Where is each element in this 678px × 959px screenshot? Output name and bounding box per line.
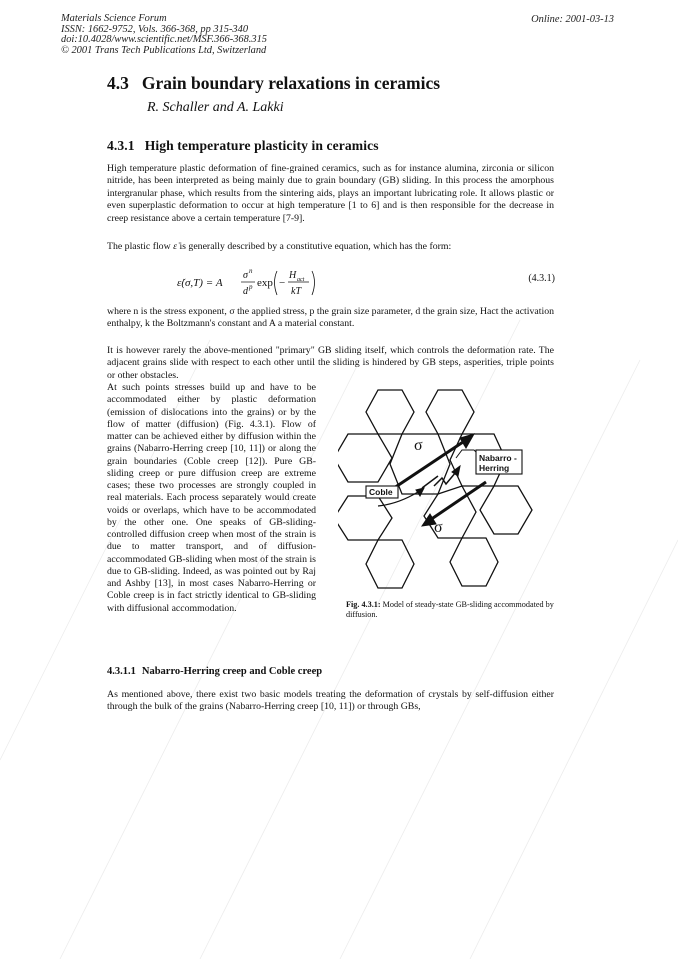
paragraph-plastic-flow <box>107 241 554 253</box>
svg-text:d: d <box>243 286 248 297</box>
grain-hexagon <box>366 390 414 434</box>
paragraph-intro: High temperature plastic deformation of fine-grained ceramics, such as for instance alumina, zirconia or silicon nitride, has been interpreted as being mainly due to grain boundary (GB) sliding. In this process the amorphous intergranular phase, which results from the sintering aids, plays an important lubricating role. It allows plastic or even superplastic deformation to occur at high temperature [1 to 6] and is then responsible for the decrease in creep resistance above a certain temperature [7-9]. <box>107 163 554 224</box>
doi-line[interactable]: doi:10.4028/www.scientific.net/MSF.366-368.315 <box>61 34 267 46</box>
coble-label: Coble <box>369 487 393 497</box>
authors: R. Schaller and A. Lakki <box>147 100 284 115</box>
grain-hexagon <box>450 538 498 586</box>
section-heading-number: 4.3.1 <box>107 138 135 153</box>
equation-graphic <box>175 264 325 300</box>
paragraph-accommodation: At such points stresses build up and have to be accommodated either by plastic deformation (emission of dislocations into the grains) or by the flow of matter (diffusion) (Fig. 4.3.1). Flow of matter can be achieved either by diffusion within the grains (Nabarro-Herring creep [10, 11]) or along the grain boundaries (Coble creep [12]). Pure GB-sliding creep or pure diffusion creep are extreme cases; these two processes are strongly coupled in real materials. Each process separately would create voids or overlaps, which have to be accommodated by the other one. One speaks of GB-sliding-controlled diffusion creep when most of the strain is due to matter transport, and of diffusion-accommodated GB-sliding when most of the strain is due to GB-sliding. Indeed, as was pointed out by Raj and Ashby [13], in most cases Nabarro-Herring or Coble creep is in fact strictly identical to GB-sliding with diffusional accommodation. <box>107 382 316 614</box>
issn-line: ISSN: 1662-9752, Vols. 366-368, pp 315-340 <box>61 23 249 35</box>
plastic-flow-text-b: is generally described by a constitutive equation, which has the form: <box>177 241 452 252</box>
svg-text:p: p <box>249 283 253 291</box>
subsection-number: 4.3.1.1 <box>107 666 136 677</box>
svg-text:H: H <box>289 270 297 281</box>
caption-label: Fig. 4.3.1: <box>346 600 381 609</box>
svg-text:kT: kT <box>291 286 301 297</box>
paragraph-nh-coble: As mentioned above, there exist two basic models treating the deformation of crystals by self-diffusion either through the bulk of the grains (Nabarro-Herring creep [10, 11]) or through GBs, <box>107 689 554 713</box>
subsection-heading-text: Nabarro-Herring creep and Coble creep <box>141 666 323 677</box>
title-text: Grain boundary relaxations in ceramics <box>141 73 441 93</box>
plastic-flow-text-a: The plastic flow <box>107 241 174 252</box>
hexagonal-grain-figure <box>338 388 552 596</box>
svg-text:n: n <box>249 267 253 275</box>
section-heading-text: High temperature plasticity in ceramics <box>144 138 379 153</box>
grain-hexagon <box>338 496 392 540</box>
nabarro-herring-label-2: Herring <box>479 463 510 473</box>
section-number: 4.3 <box>107 73 129 93</box>
article-title <box>107 73 440 94</box>
sigma-arrow-up-head <box>460 434 474 448</box>
subsection-heading <box>107 666 322 677</box>
paragraph-variables: where n is the stress exponent, σ the applied stress, p the grain size parameter, d the grain size, Hact the activation enthalpy, k the Boltzmann's constant and A a material constant. <box>107 306 554 330</box>
grain-hexagon <box>480 486 532 534</box>
sigma-top: σ <box>414 437 423 454</box>
section-heading <box>107 138 379 154</box>
paragraph-primary-sliding: It is however rarely the above-mentioned "primary" GB sliding itself, which controls the deformation rate. The adjacent grains slide with respect to each other until the sliding is hindered by GB steps, asperities, triple points or other obstacles. <box>107 345 554 381</box>
copyright-line: © 2001 Trans Tech Publications Ltd, Switzerland <box>61 44 267 56</box>
grain-hexagon <box>426 390 474 434</box>
svg-text:ε̇(σ,T) = A: ε̇(σ,T) = A <box>177 277 223 289</box>
equation-number: (4.3.1) <box>528 273 555 284</box>
grain-hexagon <box>338 434 392 482</box>
journal-name: Materials Science Forum <box>61 13 167 24</box>
caption-text: Model of steady-state GB-sliding accommodated by diffusion. <box>346 600 554 619</box>
online-date: Online: 2001-03-13 <box>531 14 614 25</box>
figure-caption <box>346 600 556 620</box>
strain-rate-symbol: ε̇ <box>173 241 177 252</box>
svg-text:−: − <box>279 277 286 289</box>
journal-meta <box>61 14 267 56</box>
grain-hexagon <box>366 540 414 588</box>
svg-text:act: act <box>297 277 305 283</box>
constitutive-equation <box>175 264 555 300</box>
svg-text:σ: σ <box>243 270 248 281</box>
sigma-bottom: σ <box>434 519 443 536</box>
svg-text:exp: exp <box>257 277 273 289</box>
nabarro-herring-label-1: Nabarro - <box>479 453 517 463</box>
